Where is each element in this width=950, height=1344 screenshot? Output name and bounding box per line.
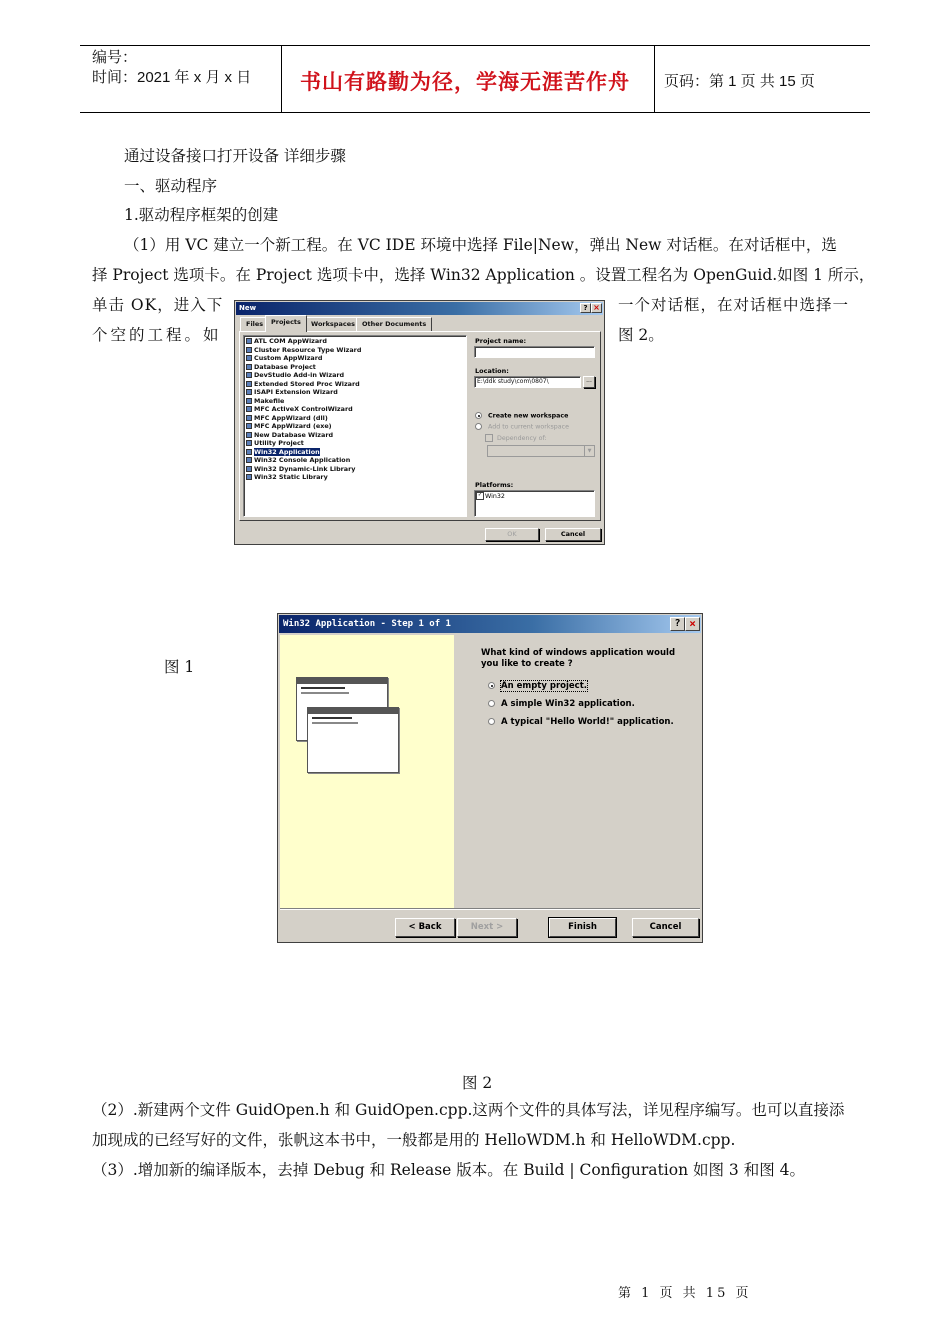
platforms-list[interactable] xyxy=(474,490,595,517)
help-button[interactable]: ? xyxy=(670,617,685,631)
chevron-down-icon: ▼ xyxy=(584,446,594,456)
platform-item[interactable]: ✓ Win32 xyxy=(477,492,505,500)
add-workspace-option[interactable]: Add to current workspace xyxy=(475,423,569,431)
list-item[interactable]: Custom AppWizard xyxy=(246,354,322,363)
para1-line3-right: 一个对话框，在对话框中选择一 xyxy=(618,296,850,314)
radio-icon xyxy=(475,423,482,430)
help-button[interactable]: ? xyxy=(580,303,591,313)
para2-line1: （2）.新建两个文件 GuidOpen.h 和 GuidOpen.cpp.这两个文件的具体写法，详见程序编写。也可以直接添 xyxy=(92,1101,845,1119)
project-icon xyxy=(246,347,252,353)
project-icon xyxy=(246,432,252,438)
list-item[interactable]: New Database Wizard xyxy=(246,431,333,440)
cancel-button[interactable]: Cancel xyxy=(632,918,699,937)
project-icon xyxy=(246,364,252,370)
header-left-cell xyxy=(92,48,251,88)
project-icon xyxy=(246,355,252,361)
wizard-question: What kind of windows application would you like to create ? xyxy=(481,648,676,669)
tab-projects[interactable]: Projects xyxy=(265,315,307,332)
project-icon xyxy=(246,474,252,480)
close-button[interactable]: × xyxy=(591,303,602,313)
project-icon xyxy=(246,423,252,429)
location-input[interactable]: E:\ddk study\com\0807\ xyxy=(474,376,581,388)
project-type-list[interactable] xyxy=(243,335,467,517)
dependency-checkbox[interactable]: Dependency of: xyxy=(485,434,547,442)
location-label: Location: xyxy=(475,367,509,375)
time-label: 时间：2021 年 x 月 x 日 xyxy=(92,69,252,86)
subsection-heading: 1.驱动程序框架的创建 xyxy=(124,206,279,224)
project-icon xyxy=(246,381,252,387)
list-item-selected[interactable]: Win32 Application xyxy=(246,448,320,457)
project-icon xyxy=(246,415,252,421)
project-icon xyxy=(246,372,252,378)
page-footer: 第 1 页 共 15 页 xyxy=(618,1286,752,1301)
project-icon xyxy=(246,466,252,472)
back-button[interactable]: < Back xyxy=(395,918,455,937)
option-simple-app[interactable]: A simple Win32 application. xyxy=(488,699,635,709)
project-name-input[interactable] xyxy=(474,346,595,358)
radio-icon xyxy=(488,718,495,725)
wizard-title: Win32 Application - Step 1 of 1 xyxy=(283,619,451,629)
doc-title: 通过设备接口打开设备 详细步骤 xyxy=(124,147,346,165)
wizard-dialog xyxy=(277,613,703,943)
project-icon xyxy=(246,398,252,404)
project-name-label: Project name: xyxy=(475,337,527,345)
list-item[interactable]: Win32 Static Library xyxy=(246,473,328,482)
header-bottom-rule xyxy=(80,112,870,113)
ok-button[interactable]: OK xyxy=(485,528,539,541)
header-top-rule xyxy=(80,45,870,46)
list-item[interactable]: MFC AppWizard (dll) xyxy=(246,414,328,423)
para3-line1: （3）.增加新的编译版本，去掉 Debug 和 Release 版本。在 Build | Configuration 如图 3 和图 4。 xyxy=(92,1161,805,1179)
checkbox-icon xyxy=(485,434,493,442)
project-icon xyxy=(246,449,252,455)
radio-selected-icon xyxy=(475,412,482,419)
wizard-art-panel xyxy=(280,635,454,908)
project-icon xyxy=(246,440,252,446)
list-item[interactable]: Utility Project xyxy=(246,439,304,448)
tab-other-documents[interactable]: Other Documents xyxy=(356,317,432,332)
header-divider-1 xyxy=(281,45,282,113)
list-item[interactable]: Extended Stored Proc Wizard xyxy=(246,380,360,389)
new-dialog-title: New xyxy=(239,304,257,312)
radio-icon xyxy=(488,700,495,707)
dependency-dropdown[interactable] xyxy=(487,445,595,457)
create-workspace-option[interactable]: Create new workspace xyxy=(475,412,568,420)
header-page-info: 页码：第 1 页 共 15 页 xyxy=(664,73,815,90)
para1-line4-left: 个空的工程。如 xyxy=(92,326,222,344)
para1-line3-left: 单击 OK，进入下 xyxy=(92,296,224,314)
header-motto: 书山有路勤为径，学海无涯苦作舟 xyxy=(300,69,630,94)
list-item[interactable]: Win32 Console Application xyxy=(246,456,350,465)
para2-line2: 加现成的已经写好的文件，张帆这本书中，一般都是用的 HelloWDM.h 和 HelloWDM.cpp. xyxy=(92,1131,736,1149)
project-icon xyxy=(246,457,252,463)
tab-files[interactable]: Files xyxy=(240,317,269,332)
list-item[interactable]: ISAPI Extension Wizard xyxy=(246,388,338,397)
para1-line4-right: 图 2。 xyxy=(618,326,664,344)
platforms-label: Platforms: xyxy=(475,481,514,489)
section-heading: 一、驱动程序 xyxy=(124,177,218,195)
new-dialog xyxy=(234,300,605,545)
figure1-caption: 图 1 xyxy=(164,658,195,676)
wizard-separator xyxy=(280,908,700,910)
wizard-titlebar xyxy=(279,615,701,633)
radio-selected-icon xyxy=(488,682,495,689)
number-label: 编号： xyxy=(92,49,138,66)
close-button[interactable]: × xyxy=(685,617,700,631)
browse-button[interactable]: ... xyxy=(583,376,595,388)
window-icon xyxy=(307,707,399,773)
option-hello-world[interactable]: A typical "Hello World!" application. xyxy=(488,717,674,727)
new-dialog-titlebar xyxy=(236,302,603,315)
checkmark-icon: ✓ xyxy=(477,492,483,498)
project-icon xyxy=(246,338,252,344)
list-item[interactable]: MFC ActiveX ControlWizard xyxy=(246,405,353,414)
project-icon xyxy=(246,406,252,412)
list-item[interactable]: Cluster Resource Type Wizard xyxy=(246,346,361,355)
project-icon xyxy=(246,389,252,395)
list-item[interactable]: Makefile xyxy=(246,397,284,406)
header-divider-2 xyxy=(654,45,655,113)
para1-line1: （1）用 VC 建立一个新工程。在 VC IDE 环境中选择 File|New，弹出 New 对话框。在对话框中，选 xyxy=(124,236,837,254)
figure2-caption: 图 2 xyxy=(462,1074,493,1092)
next-button[interactable]: Next > xyxy=(457,918,517,937)
list-item[interactable]: ATL COM AppWizard xyxy=(246,337,327,346)
cancel-button[interactable]: Cancel xyxy=(545,528,601,541)
para1-line2: 择 Project 选项卡。在 Project 选项卡中，选择 Win32 Application 。设置工程名为 OpenGuid.如图 1 所示， xyxy=(92,266,875,284)
list-item[interactable]: MFC AppWizard (exe) xyxy=(246,422,332,431)
finish-button[interactable]: Finish xyxy=(549,918,616,937)
list-item[interactable]: Win32 Dynamic-Link Library xyxy=(246,465,355,474)
option-empty-project[interactable]: An empty project. xyxy=(488,681,587,691)
list-item[interactable]: DevStudio Add-in Wizard xyxy=(246,371,344,380)
list-item[interactable]: Database Project xyxy=(246,363,316,372)
tab-workspaces[interactable]: Workspaces xyxy=(305,317,361,332)
